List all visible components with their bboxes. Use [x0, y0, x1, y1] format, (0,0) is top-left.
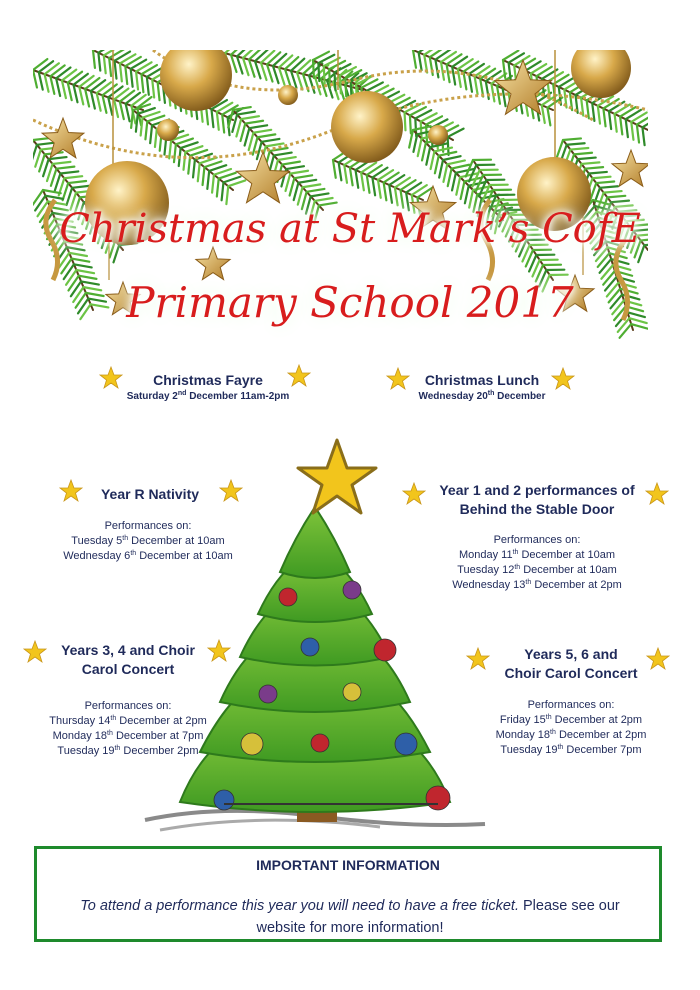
important-information-text: To attend a performance this year you will need to have a free ticket. Please see our website for more information!: [80, 898, 620, 936]
performance-date: Wednesday 13th December at 2pm: [452, 579, 622, 591]
performance-date: Monday 18th December at 7pm: [52, 730, 204, 742]
christmas-fayre-title: Christmas Fayre: [153, 372, 263, 388]
years-5-6-title: Years 5, 6 and Choir Carol Concert: [504, 646, 638, 681]
christmas-fayre-date: Saturday 2nd December 11am-2pm: [126, 390, 290, 402]
christmas-lunch-title: Christmas Lunch: [424, 372, 540, 388]
performances-label: Performances on:: [493, 534, 581, 546]
performance-date: Monday 18th December at 2pm: [495, 729, 647, 741]
performance-date: Tuesday 19th December 7pm: [500, 744, 642, 756]
year-r-title: Year R Nativity: [100, 486, 200, 502]
performances-label: Performances on:: [527, 699, 615, 711]
star-icon: [219, 479, 243, 503]
page-title-line-1: Christmas at St Mark’s CofE: [59, 206, 641, 252]
years-5-6-performances: [471, 698, 671, 758]
performance-date: Tuesday 12th December at 10am: [457, 564, 617, 576]
star-icon: [99, 366, 123, 390]
year-1-2-performances: [437, 533, 637, 593]
star-icon: [402, 482, 426, 506]
performance-date: Thursday 14th December at 2pm: [49, 715, 207, 727]
performances-label: Performances on:: [84, 700, 172, 712]
performance-date: Tuesday 5th December at 10am: [71, 535, 225, 547]
performances-label: Performances on:: [104, 520, 192, 532]
christmas-lunch-date: Wednesday 20th December: [418, 390, 546, 402]
star-icon: [207, 639, 231, 663]
performance-date: Friday 15th December at 2pm: [499, 714, 643, 726]
performance-date: Wednesday 6th December at 10am: [63, 550, 233, 562]
page-title-line-2: Primary School 2017: [126, 278, 574, 327]
star-icon: [23, 640, 47, 664]
performance-date: Monday 11th December at 10am: [458, 549, 616, 561]
year-r-performances: [48, 519, 248, 564]
performance-date: Tuesday 19th December 2pm: [57, 745, 199, 757]
star-icon: [466, 647, 490, 671]
star-icon: [646, 647, 670, 671]
star-icon: [59, 479, 83, 503]
years-3-4-title: Years 3, 4 and Choir Carol Concert: [61, 642, 195, 677]
year-1-2-title: Year 1 and 2 performances of Behind the Stable Door: [439, 482, 635, 517]
important-information-box: [34, 846, 662, 942]
important-information-heading: IMPORTANT INFORMATION: [256, 857, 440, 873]
star-icon: [645, 482, 669, 506]
years-3-4-performances: [28, 699, 228, 759]
